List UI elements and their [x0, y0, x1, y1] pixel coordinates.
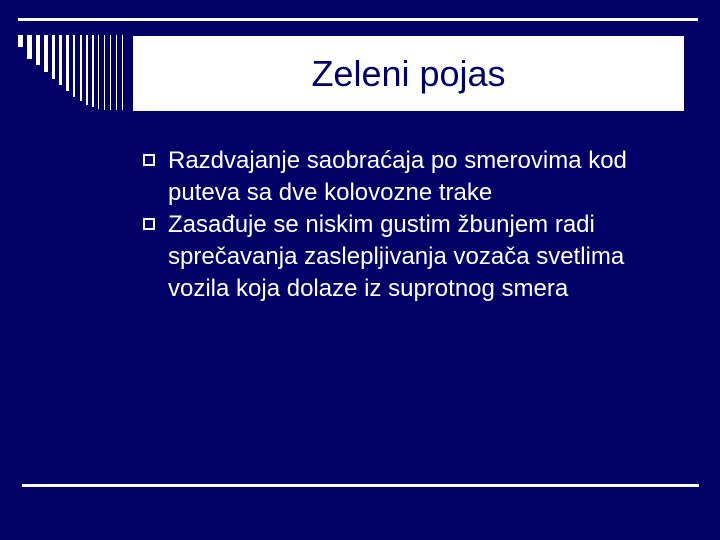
stripe [73, 35, 75, 97]
stripe [104, 35, 105, 110]
bullet-text: Zasađuje se niskim gustim žbunjem radi sprečavanja zaslepljivanja vozača svetlima vozila koja dolaze iz suprotnog smera [168, 211, 625, 302]
list-item [143, 209, 683, 305]
stripe [86, 35, 88, 105]
bullet-list [143, 145, 683, 305]
stripe [36, 35, 40, 65]
square-bullet-icon [143, 218, 155, 230]
top-divider-line [18, 18, 698, 21]
stripe [80, 35, 82, 101]
stripe [110, 35, 111, 110]
decorative-stripes [18, 35, 138, 110]
stripe [98, 35, 99, 109]
stripe [116, 35, 117, 110]
stripe [52, 35, 55, 79]
bullet-text: Razdvajanje saobraćaja po smerovima kod puteva sa dve kolovozne trake [168, 147, 627, 206]
stripe [59, 35, 62, 85]
stripe [27, 35, 32, 59]
stripe [44, 35, 48, 72]
title-box [133, 36, 684, 111]
slide-title: Zeleni pojas [311, 53, 506, 94]
stripe [18, 35, 23, 47]
stripe [66, 35, 69, 91]
square-bullet-icon [143, 154, 155, 166]
bottom-divider-line [22, 484, 699, 487]
stripe [92, 35, 94, 107]
list-item [143, 145, 683, 209]
stripe [122, 35, 123, 110]
